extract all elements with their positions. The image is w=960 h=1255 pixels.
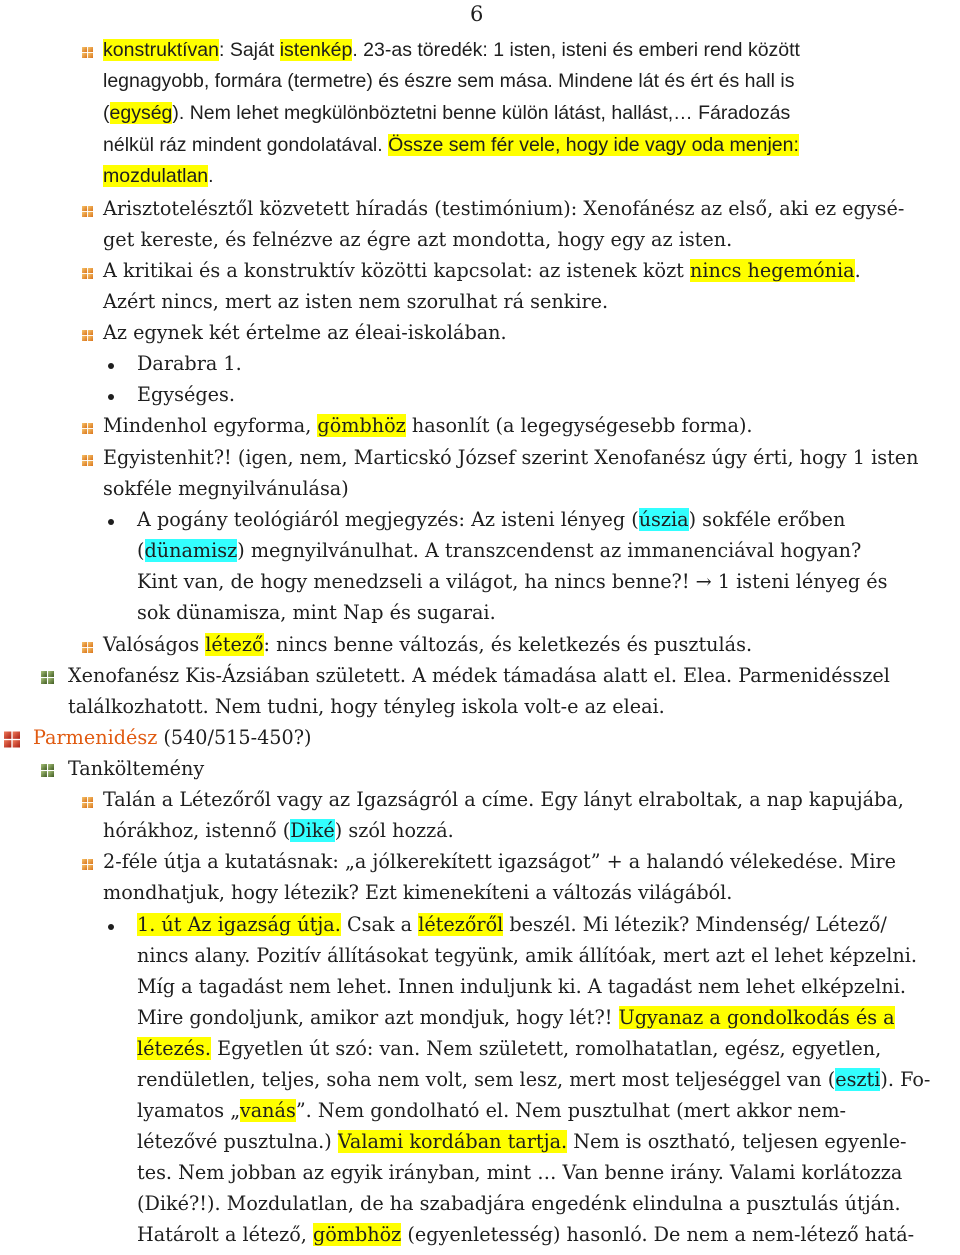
text-line: Valóságos létező: nincs benne változás, és keletkezés és pusztulás. [103, 633, 753, 656]
dot-bullet-icon [108, 363, 114, 369]
text-line: létezés. Egyetlen út szó: van. Nem született, romolhatatlan, egész, egyetlen, [137, 1037, 882, 1060]
text-line: sokféle megnyilvánulása) [103, 477, 349, 500]
text-line: Egyistenhit?! (igen, nem, Marticskó József szerint Xenofanész úgy érti, hogy 1 isten [103, 446, 919, 469]
text-line: létezővé pusztulna.) Valami kordában tartja. Nem is osztható, teljesen egyenle- [137, 1130, 907, 1153]
text-line: sok dünamisza, mint Nap és sugarai. [137, 601, 496, 624]
text-line: rendületlen, teljes, soha nem volt, sem lesz, mert most teljeséggel van (eszti). Fo- [137, 1068, 931, 1091]
orange-square-bullet-icon [82, 454, 93, 467]
dot-bullet-icon [108, 924, 114, 930]
text-line: mondhatjuk, hogy létezik? Ezt kimenekíteni a változás világából. [103, 881, 733, 904]
text-line: konstruktívan: Saját istenkép. 23-as töredék: 1 isten, isteni és emberi rend között [103, 39, 800, 61]
text-line: Egységes. [137, 383, 235, 406]
page-number: 6 [470, 2, 484, 26]
text-line: Az egynek két értelme az éleai-iskolában. [103, 321, 507, 344]
green-square-bullet-icon [41, 670, 54, 685]
orange-square-bullet-icon [82, 329, 93, 342]
text-line: találkozhatott. Nem tudni, hogy tényleg iskola volt-e az eleai. [68, 695, 665, 718]
text-line: hórákhoz, istennő (Diké) szól hozzá. [103, 819, 454, 842]
text-line: Darabra 1. [137, 352, 242, 375]
text-line: tes. Nem jobban az egyik irányban, mint … Van benne irány. Valami korlátozza [137, 1161, 903, 1184]
text-line: Határolt a létező, gömbhöz (egyenletesség) hasonló. De nem a nem-létező hatá- [137, 1223, 915, 1246]
text-line: Xenofanész Kis-Ázsiában született. A médek támadása alatt el. Elea. Parmenidésszel [68, 664, 890, 687]
green-square-bullet-icon [41, 763, 54, 778]
orange-square-bullet-icon [82, 858, 93, 871]
dot-bullet-icon [108, 519, 114, 525]
text-line: legnagyobb, formára (termetre) és észre sem mása. Mindene lát és ért és hall is [103, 70, 795, 92]
text-line: (Diké?!). Mozdulatlan, de ha szabadjára engedénk elindulna a pusztulás útján. [137, 1192, 901, 1215]
text-line: Talán a Létezőről vagy az Igazságról a címe. Egy lányt elraboltak, a nap kapujába, [103, 788, 904, 811]
text-line: (egység). Nem lehet megkülönböztetni benne külön látást, hallást,… Fáradozás [103, 102, 791, 124]
orange-square-bullet-icon [82, 422, 93, 435]
text-line: 2-féle útja a kutatásnak: „a jólkerekített igazságot” + a halandó vélekedése. Mire [103, 850, 897, 873]
orange-square-bullet-icon [82, 796, 93, 809]
text-line: (dünamisz) megnyilvánulhat. A transzcendenst az immanenciával hogyan? [137, 539, 862, 562]
text-line: 1. út Az igazság útja. Csak a létezőről beszél. Mi létezik? Mindenség/ Létező/ [137, 913, 887, 936]
text-line: Kint van, de hogy menedzseli a világot, ha nincs benne?! → 1 isteni lényeg és [137, 570, 888, 593]
text-line: A pogány teológiáról megjegyzés: Az isteni lényeg (úszia) sokféle erőben [137, 508, 846, 531]
orange-square-bullet-icon [82, 46, 93, 59]
text-line: get kereste, és felnézve az égre azt mondotta, hogy egy az isten. [103, 228, 733, 251]
text-line: mozdulatlan. [103, 165, 214, 187]
dot-bullet-icon [108, 394, 114, 400]
orange-square-bullet-icon [82, 641, 93, 654]
text-line: Arisztotelésztől közvetett híradás (testimónium): Xenofánész az első, aki ez egysé- [103, 197, 905, 220]
section-heading: Parmenidész (540/515-450?) [33, 726, 312, 749]
text-line: nélkül ráz mindent gondolatával. Össze sem fér vele, hogy ide vagy oda menjen: [103, 134, 799, 156]
text-line: Míg a tagadást nem lehet. Innen induljunk ki. A tagadást nem lehet elképzelni. [137, 975, 906, 998]
orange-square-bullet-icon [82, 267, 93, 280]
text-line: Azért nincs, mert az isten nem szorulhat rá senkire. [103, 290, 609, 313]
orange-square-bullet-icon [82, 205, 93, 218]
right-arrow-icon: → [695, 570, 712, 593]
text-line: A kritikai és a konstruktív közötti kapcsolat: az istenek közt nincs hegemónia. [103, 259, 861, 282]
text-line: lyamatos „vanás”. Nem gondolható el. Nem pusztulhat (mert akkor nem- [137, 1099, 847, 1122]
red-square-bullet-icon [4, 731, 20, 748]
text-line: Mindenhol egyforma, gömbhöz hasonlít (a legegységesebb forma). [103, 414, 753, 437]
text-line: nincs alany. Pozitív állításokat tegyünk, amik állítóak, mert azt el lehet képzelni. [137, 944, 917, 967]
text-line: Mire gondoljunk, amikor azt mondjuk, hogy lét?! Ugyanaz a gondolkodás és a [137, 1006, 895, 1029]
text-line: Tanköltemény [68, 757, 205, 780]
